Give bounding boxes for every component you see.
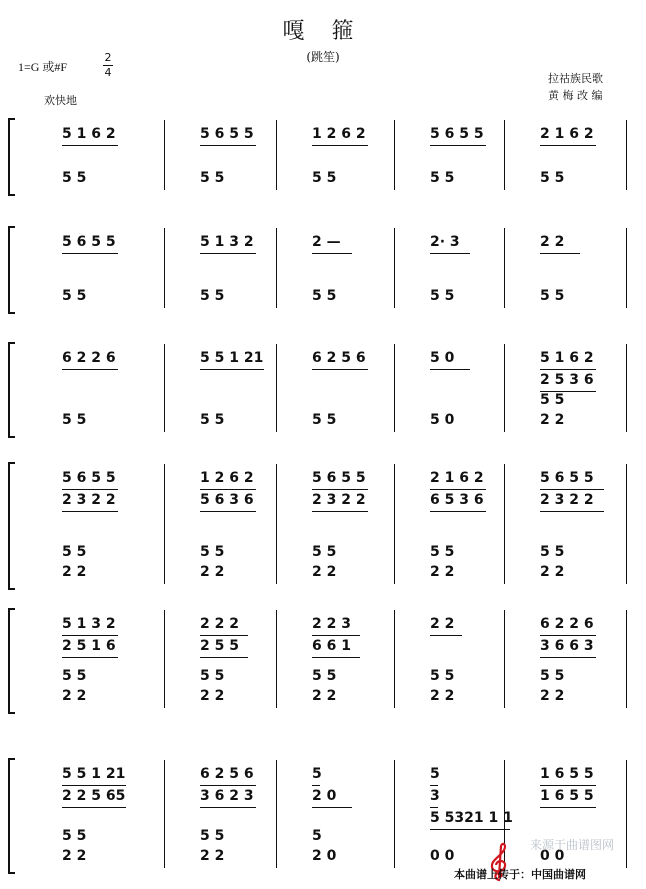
beam-underline — [312, 657, 360, 658]
upper-part-notes: 5 0 — [430, 350, 455, 366]
bar-line — [504, 120, 505, 190]
bar-line — [164, 464, 165, 584]
staff-system — [0, 608, 646, 710]
lower-part-notes: 5 5 — [62, 170, 87, 186]
lower-part-notes: 5 5 — [430, 668, 455, 684]
upper-part-notes: 5 6 5 5 — [62, 470, 116, 486]
bar-line — [626, 464, 627, 584]
beam-underline — [62, 369, 118, 370]
system-bracket — [8, 342, 15, 438]
staff-system — [0, 758, 646, 870]
beam-underline — [430, 635, 462, 636]
staff-system — [0, 342, 646, 434]
upper-part-notes: 2 3 2 2 — [62, 492, 116, 508]
upper-part-notes: 5 5 1 21 — [62, 766, 126, 782]
upper-part-notes: 3 6 6 3 — [540, 638, 594, 654]
beam-underline — [312, 253, 352, 254]
beam-underline — [430, 807, 438, 808]
lower-part-notes: 2 2 — [540, 564, 565, 580]
beam-underline — [62, 489, 118, 490]
beam-underline — [312, 635, 360, 636]
lower-part-notes: 5 5 — [312, 668, 337, 684]
time-signature-bottom: 4 — [104, 66, 112, 79]
bar-line — [626, 344, 627, 432]
bar-line — [276, 120, 277, 190]
upper-part-notes: 3 — [430, 788, 440, 804]
upper-part-notes: 2 5 5 — [200, 638, 239, 654]
credit-arranger: 黄 梅 改 编 — [548, 89, 603, 102]
beam-underline — [430, 489, 486, 490]
upper-part-notes: 5 1 3 2 — [200, 234, 254, 250]
beam-underline — [540, 635, 596, 636]
bar-line — [626, 120, 627, 190]
beam-underline — [430, 369, 470, 370]
upper-part-notes: 2 2 3 — [312, 616, 351, 632]
bar-line — [626, 760, 627, 868]
upper-part-notes: 5 1 6 2 — [62, 126, 116, 142]
time-signature-top: 2 — [104, 51, 112, 64]
upper-part-notes: 6 2 5 6 — [200, 766, 254, 782]
time-signature — [103, 52, 113, 79]
beam-underline — [200, 489, 256, 490]
beam-underline — [430, 253, 470, 254]
lower-part-notes: 2 2 — [62, 564, 87, 580]
beam-underline — [62, 253, 118, 254]
bar-line — [394, 760, 395, 868]
credit-origin: 拉祜族民歌 — [548, 72, 603, 85]
bar-line — [164, 120, 165, 190]
bar-line — [504, 610, 505, 708]
beam-underline — [540, 511, 604, 512]
lower-part-notes: 2 2 — [312, 688, 337, 704]
upper-part-notes: 1 2 6 2 — [312, 126, 366, 142]
system-bracket — [8, 118, 15, 196]
beam-underline — [540, 657, 596, 658]
lower-part-notes: 2 2 — [430, 688, 455, 704]
beam-underline — [312, 785, 320, 786]
bar-line — [626, 228, 627, 308]
lower-part-notes: 5 0 — [430, 412, 455, 428]
lower-part-notes: 5 5 — [430, 170, 455, 186]
upper-part-notes: 5 6 5 5 — [200, 126, 254, 142]
lower-part-notes: 5 5 — [540, 668, 565, 684]
lower-part-notes: 2 2 — [430, 564, 455, 580]
upper-part-notes: 1 6 5 5 — [540, 788, 594, 804]
upper-part-notes: 1 6 5 5 — [540, 766, 594, 782]
beam-underline — [200, 807, 256, 808]
lower-part-notes: 5 5 — [430, 288, 455, 304]
beam-underline — [62, 657, 118, 658]
upper-part-notes: 2 2 5 65 — [62, 788, 126, 804]
beam-underline — [312, 489, 368, 490]
upper-part-notes: 5 6 3 6 — [200, 492, 254, 508]
lower-part-notes: 2 2 — [200, 688, 225, 704]
upper-part-notes: 2 5 1 6 — [62, 638, 116, 654]
bar-line — [394, 464, 395, 584]
upper-part-notes: 5 5 1 21 — [200, 350, 264, 366]
lower-part-notes: 5 5 — [62, 668, 87, 684]
lower-part-notes: 5 5 — [430, 544, 455, 560]
system-bracket — [8, 226, 15, 314]
lower-part-notes: 2 0 — [312, 848, 337, 864]
bar-line — [504, 228, 505, 308]
lower-part-notes: 5 5 — [200, 544, 225, 560]
upper-part-notes: 6 2 5 6 — [312, 350, 366, 366]
beam-underline — [62, 511, 118, 512]
lower-part-notes: 2 2 — [200, 848, 225, 864]
upper-part-notes: 2 2 2 — [200, 616, 239, 632]
upper-part-notes: 6 2 2 6 — [540, 616, 594, 632]
beam-underline — [430, 511, 486, 512]
bar-line — [276, 464, 277, 584]
lower-part-notes: 5 — [312, 828, 322, 844]
beam-underline — [312, 807, 352, 808]
upper-part-notes: 2 2 — [430, 616, 455, 632]
lower-part-notes: 5 5 — [312, 544, 337, 560]
lower-part-notes: 2 2 — [540, 688, 565, 704]
upper-part-notes: 2 1 6 2 — [430, 470, 484, 486]
bar-line — [164, 344, 165, 432]
lower-part-notes: 5 5 — [62, 544, 87, 560]
lower-part-notes: 5 5 — [312, 170, 337, 186]
upper-part-notes: 6 2 2 6 — [62, 350, 116, 366]
lower-part-notes: 5 5 — [200, 828, 225, 844]
staff-system — [0, 226, 646, 310]
upper-part-notes: 6 6 1 — [312, 638, 351, 654]
beam-underline — [540, 369, 596, 370]
bar-line — [394, 228, 395, 308]
upper-part-notes: 5 6 5 5 — [540, 470, 594, 486]
lower-part-notes: 2 2 — [312, 564, 337, 580]
lower-part-notes: 5 5 — [200, 412, 225, 428]
lower-part-notes: 2 2 — [540, 412, 565, 428]
beam-underline — [540, 807, 596, 808]
beam-underline — [200, 511, 256, 512]
bar-line — [626, 610, 627, 708]
system-bracket — [8, 758, 15, 874]
bar-line — [276, 760, 277, 868]
beam-underline — [540, 145, 596, 146]
beam-underline — [200, 657, 248, 658]
page-title: 嘎 箍 — [282, 19, 364, 44]
lower-part-notes: 0 0 — [540, 848, 565, 864]
beam-underline — [200, 145, 256, 146]
system-bracket — [8, 608, 15, 714]
bar-line — [394, 344, 395, 432]
lower-part-notes: 5 5 — [62, 828, 87, 844]
lower-part-notes: 5 5 — [200, 170, 225, 186]
lower-part-notes: 2 2 — [200, 564, 225, 580]
upper-part-notes: 2 0 — [312, 788, 337, 804]
beam-underline — [430, 829, 510, 830]
bar-line — [394, 610, 395, 708]
footer-credit: 本曲谱上传于：中国曲谱网 — [454, 868, 586, 881]
lower-part-notes: 5 5 — [540, 170, 565, 186]
staff-system — [0, 118, 646, 192]
beam-underline — [200, 253, 256, 254]
beam-underline — [62, 635, 118, 636]
upper-part-notes: 2 5 3 6 — [540, 372, 594, 388]
bar-line — [276, 228, 277, 308]
beam-underline — [540, 489, 604, 490]
beam-underline — [312, 369, 368, 370]
beam-underline — [62, 145, 118, 146]
lower-part-notes: 5 5 — [540, 392, 565, 408]
lower-part-notes: 5 5 — [312, 412, 337, 428]
upper-part-notes: 5 — [312, 766, 322, 782]
beam-underline — [430, 145, 486, 146]
beam-underline — [540, 785, 596, 786]
lower-part-notes: 5 5 — [540, 544, 565, 560]
beam-underline — [430, 785, 438, 786]
key-signature: 1=G 或#F — [18, 60, 68, 74]
beam-underline — [62, 785, 126, 786]
upper-part-notes: 5 6 5 5 — [430, 126, 484, 142]
beam-underline — [312, 145, 368, 146]
upper-part-notes: 2 — — [312, 234, 341, 250]
page-subtitle: (跳笙) — [306, 50, 340, 64]
beam-underline — [62, 807, 126, 808]
bar-line — [394, 120, 395, 190]
upper-part-notes: 2 3 2 2 — [540, 492, 594, 508]
upper-part-notes: 2 2 — [540, 234, 565, 250]
bar-line — [164, 610, 165, 708]
watermark: 来源于曲谱图网 — [530, 838, 615, 852]
upper-part-notes: 5 6 5 5 — [312, 470, 366, 486]
lower-part-notes: 5 5 — [312, 288, 337, 304]
upper-part-notes: 5 5321 1 1 — [430, 810, 513, 826]
lower-part-notes: 0 0 — [430, 848, 455, 864]
lower-part-notes: 2 2 — [62, 688, 87, 704]
beam-underline — [200, 635, 248, 636]
lower-part-notes: 5 5 — [62, 288, 87, 304]
bar-line — [276, 344, 277, 432]
tempo-marking: 欢快地 — [44, 94, 77, 107]
bar-line — [504, 464, 505, 584]
bar-line — [276, 610, 277, 708]
upper-part-notes: 6 5 3 6 — [430, 492, 484, 508]
bar-line — [164, 760, 165, 868]
upper-part-notes: 5 1 3 2 — [62, 616, 116, 632]
lower-part-notes: 5 5 — [62, 412, 87, 428]
lower-part-notes: 5 5 — [540, 288, 565, 304]
beam-underline — [200, 785, 256, 786]
upper-part-notes: 2 3 2 2 — [312, 492, 366, 508]
lower-part-notes: 5 5 — [200, 668, 225, 684]
beam-underline — [540, 253, 580, 254]
staff-system — [0, 462, 646, 586]
beam-underline — [312, 511, 368, 512]
beam-underline — [200, 369, 264, 370]
upper-part-notes: 5 6 5 5 — [62, 234, 116, 250]
lower-part-notes: 5 5 — [200, 288, 225, 304]
bar-line — [164, 228, 165, 308]
lower-part-notes: 2 2 — [62, 848, 87, 864]
upper-part-notes: 5 1 6 2 — [540, 350, 594, 366]
upper-part-notes: 5 — [430, 766, 440, 782]
upper-part-notes: 2· 3 — [430, 234, 460, 250]
system-bracket — [8, 462, 15, 590]
upper-part-notes: 3 6 2 3 — [200, 788, 254, 804]
upper-part-notes: 2 1 6 2 — [540, 126, 594, 142]
upper-part-notes: 1 2 6 2 — [200, 470, 254, 486]
bar-line — [504, 344, 505, 432]
